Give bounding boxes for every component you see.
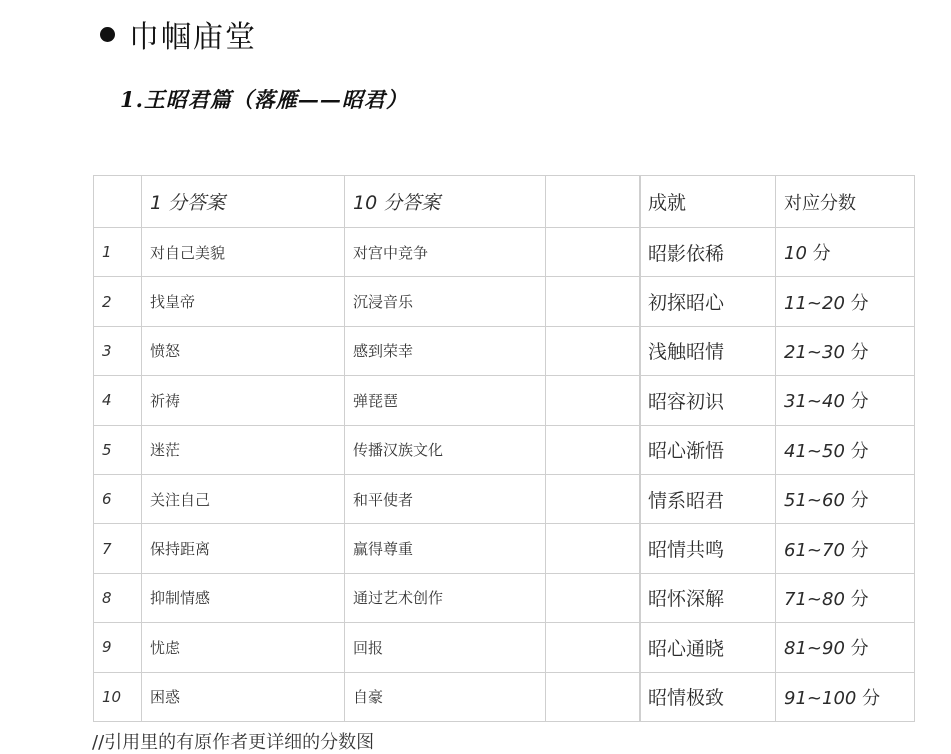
row-number-cell: 3 — [94, 326, 142, 375]
achievement-name-cell: 昭影依稀 — [640, 228, 776, 277]
header-cell-10-point-answer — [345, 176, 546, 228]
answers-table-row — [94, 524, 641, 573]
bullet-icon — [100, 27, 115, 42]
achievements-table-row — [640, 376, 915, 425]
achievements-table-header-row — [640, 176, 915, 228]
ten-point-answer-cell: 感到荣幸 — [345, 326, 546, 375]
answers-table-row — [94, 573, 641, 622]
achievements-table-row — [640, 524, 915, 573]
row-number-cell: 6 — [94, 474, 142, 523]
score-range: 71~80 — [784, 588, 845, 610]
achievement-score-cell — [776, 474, 915, 523]
row-number-cell: 10 — [94, 672, 142, 721]
row-number-cell: 4 — [94, 376, 142, 425]
header-cell-blank — [546, 176, 641, 228]
header-cell-achievement: 成就 — [640, 176, 776, 228]
row-number-cell: 9 — [94, 623, 142, 672]
one-point-answer-cell: 愤怒 — [142, 326, 345, 375]
achievement-score-cell — [776, 672, 915, 721]
row-number-cell: 5 — [94, 425, 142, 474]
blank-cell — [546, 277, 641, 326]
section-heading — [100, 14, 257, 54]
score-unit: 分 — [862, 687, 881, 709]
section-title: 巾帼庙堂 — [129, 20, 257, 55]
score-range: 51~60 — [784, 490, 845, 512]
blank-cell — [546, 474, 641, 523]
one-point-answer-cell: 找皇帝 — [142, 277, 345, 326]
achievement-score-cell — [776, 425, 915, 474]
one-point-answer-cell: 对自己美貌 — [142, 228, 345, 277]
row-number-cell: 7 — [94, 524, 142, 573]
header-1-point-text: 1 分答案 — [150, 192, 226, 214]
header-cell-1-point-answer — [142, 176, 345, 228]
score-unit: 分 — [812, 243, 831, 265]
answers-table-row — [94, 672, 641, 721]
one-point-answer-cell: 忧虑 — [142, 623, 345, 672]
answers-table-body — [94, 176, 641, 722]
score-range: 11~20 — [784, 292, 845, 314]
achievement-score-cell — [776, 573, 915, 622]
one-point-answer-cell: 迷茫 — [142, 425, 345, 474]
score-unit: 分 — [850, 490, 869, 512]
header-cell-number — [94, 176, 142, 228]
achievement-score-cell — [776, 277, 915, 326]
answers-table-row — [94, 376, 641, 425]
ten-point-answer-cell: 自豪 — [345, 672, 546, 721]
blank-cell — [546, 228, 641, 277]
achievement-name-cell: 初探昭心 — [640, 277, 776, 326]
answers-table-row — [94, 326, 641, 375]
achievement-name-cell: 情系昭君 — [640, 474, 776, 523]
ten-point-answer-cell: 弹琵琶 — [345, 376, 546, 425]
one-point-answer-cell: 保持距离 — [142, 524, 345, 573]
blank-cell — [546, 573, 641, 622]
score-unit: 分 — [850, 391, 869, 413]
one-point-answer-cell: 关注自己 — [142, 474, 345, 523]
answers-table-row — [94, 277, 641, 326]
achievement-score-cell — [776, 228, 915, 277]
answers-table-row — [94, 425, 641, 474]
score-range: 61~70 — [784, 539, 845, 561]
achievements-table-body — [640, 176, 915, 722]
answers-table-row — [94, 474, 641, 523]
achievement-score-cell — [776, 524, 915, 573]
achievements-table-row — [640, 277, 915, 326]
score-range: 91~100 — [784, 687, 857, 709]
subsection-title: 1.王昭君篇（落雁——昭君） — [120, 87, 408, 112]
achievements-table-row — [640, 228, 915, 277]
blank-cell — [546, 376, 641, 425]
answers-table-row — [94, 623, 641, 672]
score-unit: 分 — [850, 588, 869, 610]
achievements-table-row — [640, 672, 915, 721]
score-range: 10 — [784, 243, 807, 265]
achievement-name-cell: 昭怀深解 — [640, 573, 776, 622]
achievement-name-cell: 昭情极致 — [640, 672, 776, 721]
score-unit: 分 — [850, 638, 869, 660]
ten-point-answer-cell: 传播汉族文化 — [345, 425, 546, 474]
row-number-cell: 8 — [94, 573, 142, 622]
achievements-table-row — [640, 326, 915, 375]
achievement-name-cell: 浅触昭情 — [640, 326, 776, 375]
blank-cell — [546, 326, 641, 375]
answers-table-row — [94, 228, 641, 277]
achievements-table-row — [640, 573, 915, 622]
achievement-name-cell: 昭心渐悟 — [640, 425, 776, 474]
blank-cell — [546, 524, 641, 573]
score-range: 41~50 — [784, 440, 845, 462]
ten-point-answer-cell: 赢得尊重 — [345, 524, 546, 573]
blank-cell — [546, 425, 641, 474]
one-point-answer-cell: 困惑 — [142, 672, 345, 721]
score-range: 81~90 — [784, 638, 845, 660]
achievement-score-cell — [776, 326, 915, 375]
header-10-point-text: 10 分答案 — [353, 192, 441, 214]
answers-table-header-row — [94, 176, 641, 228]
achievement-name-cell: 昭容初识 — [640, 376, 776, 425]
achievements-table-row — [640, 623, 915, 672]
footnote-text: //引用里的有原作者更详细的分数图 — [92, 732, 375, 753]
score-unit: 分 — [850, 292, 869, 314]
header-cell-score: 对应分数 — [776, 176, 915, 228]
score-unit: 分 — [850, 440, 869, 462]
blank-cell — [546, 623, 641, 672]
answers-table — [93, 175, 641, 722]
ten-point-answer-cell: 沉浸音乐 — [345, 277, 546, 326]
achievement-name-cell: 昭心通晓 — [640, 623, 776, 672]
achievements-table — [639, 175, 915, 722]
row-number-cell: 1 — [94, 228, 142, 277]
ten-point-answer-cell: 通过艺术创作 — [345, 573, 546, 622]
score-unit: 分 — [850, 341, 869, 363]
achievements-table-row — [640, 474, 915, 523]
ten-point-answer-cell: 和平使者 — [345, 474, 546, 523]
one-point-answer-cell: 祈祷 — [142, 376, 345, 425]
achievements-table-row — [640, 425, 915, 474]
achievement-score-cell — [776, 623, 915, 672]
ten-point-answer-cell: 对宫中竞争 — [345, 228, 546, 277]
row-number-cell: 2 — [94, 277, 142, 326]
one-point-answer-cell: 抑制情感 — [142, 573, 345, 622]
score-unit: 分 — [850, 539, 869, 561]
score-range: 21~30 — [784, 341, 845, 363]
score-range: 31~40 — [784, 391, 845, 413]
ten-point-answer-cell: 回报 — [345, 623, 546, 672]
achievement-name-cell: 昭情共鸣 — [640, 524, 776, 573]
blank-cell — [546, 672, 641, 721]
achievement-score-cell — [776, 376, 915, 425]
